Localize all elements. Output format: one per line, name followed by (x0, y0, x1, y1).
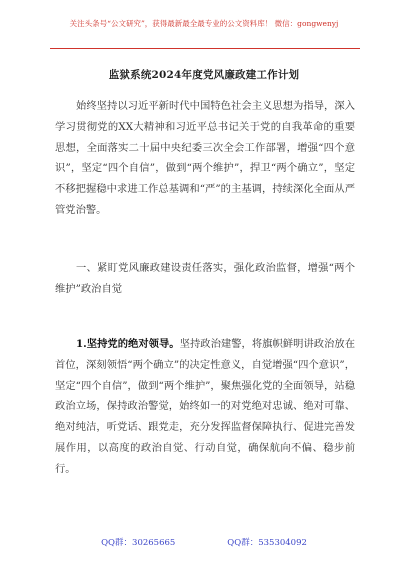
footer-qq-left: QQ群：30265665 (101, 538, 176, 548)
footer-contacts (0, 536, 408, 548)
item-1-body: 坚持政治建警，将旗帜鲜明讲政治放在首位，深刻领悟“两个确立”的决定性意义，自觉增强“四个意识”，坚定“四个自信”，做到“两个维护”，聚焦强化党的全面领导，站稳政治立场，保持政治警觉，始终如一的对党绝对忠诚、绝对可靠、绝对纯洁，听党话、跟党走，充分发挥监督保障执行、促进完善发展作用，以高度的政治自觉、行动自觉，确保航向不偏、稳步前行。 (55, 338, 356, 475)
header-divider (50, 48, 360, 49)
item-1-lead: 1.坚持党的绝对领导。 (76, 338, 180, 350)
document-title: 监狱系统2024年度党风廉政建工作计划 (108, 69, 300, 81)
section-heading: 一、紧盯党风廉政建设责任落实，强化政治监督，增强“两个维护”政治自觉 (55, 262, 355, 295)
intro-paragraph: 始终坚持以习近平新时代中国特色社会主义思想为指导，深入学习贯彻党的XX大精神和习近平总书记关于党的自我革命的重要思想，全面落实二十届中央纪委三次全会工作部署，增强“四个意识”，坚定“四个自信”，做到“两个维护”，捍卫“两个确立”，坚定不移把握稳中求进工作总基调和“严”的主基调，持续深化全面从严管党治警。 (55, 100, 355, 216)
header-banner: 关注头条号“公文研究”，获得最新最全最专业的公文资料库！ 微信：gongwenyj (69, 19, 339, 28)
item-1-paragraph (55, 334, 355, 480)
footer-qq-right: QQ群：535304092 (227, 538, 307, 548)
